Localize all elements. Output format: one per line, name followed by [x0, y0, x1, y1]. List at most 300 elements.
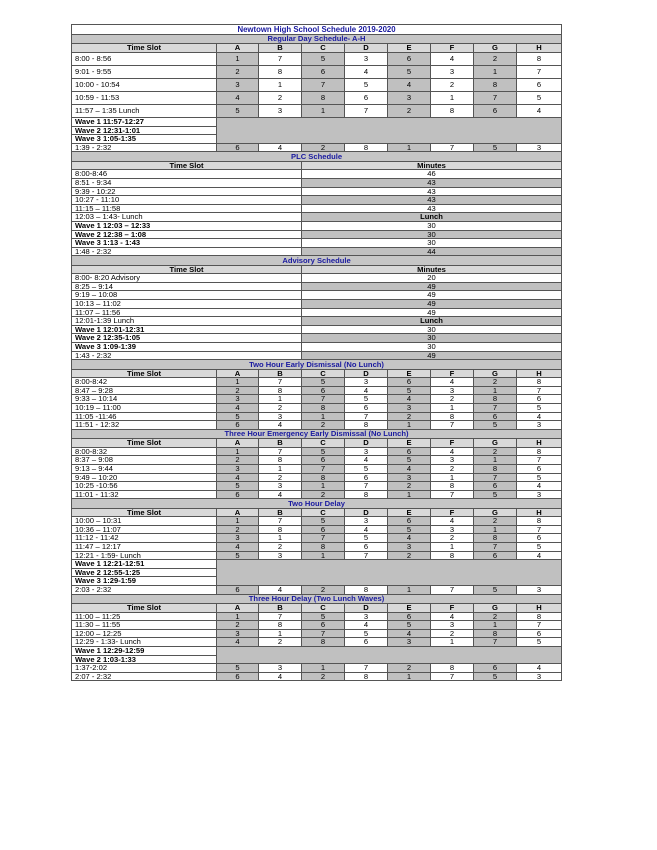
period-cell: 3: [345, 447, 388, 456]
table-row: [72, 204, 562, 213]
period-cell: 4: [388, 629, 431, 638]
period-cell: 6: [217, 586, 259, 595]
period-cell: 3: [388, 91, 431, 104]
wave-row: [72, 560, 562, 569]
table-row: [72, 351, 562, 360]
period-cell: 3: [517, 586, 562, 595]
period-cell: 8: [431, 551, 474, 560]
period-cell: 7: [345, 412, 388, 421]
period-cell: 4: [388, 395, 431, 404]
table-row: [72, 403, 562, 412]
period-cell: 5: [345, 464, 388, 473]
period-cell: 2: [431, 395, 474, 404]
period-cell: 4: [431, 378, 474, 387]
column-header: G: [474, 604, 517, 613]
period-cell: 5: [388, 621, 431, 630]
time-slot-cell: Wave 2 1:03-1:33: [72, 655, 217, 664]
table-row: [72, 672, 562, 681]
period-cell: 8: [517, 517, 562, 526]
period-cell: 2: [474, 378, 517, 387]
column-header: F: [431, 44, 474, 53]
table-row: [72, 291, 562, 300]
minutes-cell: 30: [302, 230, 562, 239]
column-header: F: [431, 439, 474, 448]
column-header-row: [72, 604, 562, 613]
period-cell: 3: [517, 672, 562, 681]
period-cell: 4: [517, 551, 562, 560]
period-cell: 2: [302, 421, 345, 430]
period-cell: 1: [302, 482, 345, 491]
period-cell: 4: [388, 464, 431, 473]
period-cell: 8: [302, 638, 345, 647]
time-slot-cell: 8:00-8:46: [72, 170, 302, 179]
section-title: Advisory Schedule: [72, 256, 562, 265]
period-cell: 2: [388, 104, 431, 117]
period-cell: 8: [259, 621, 302, 630]
period-cell: 4: [259, 490, 302, 499]
column-header-row: [72, 161, 562, 170]
minutes-cell: 20: [302, 274, 562, 283]
time-slot-cell: 11:00 – 11:25: [72, 612, 217, 621]
period-cell: 1: [431, 638, 474, 647]
period-cell: 6: [474, 104, 517, 117]
period-cell: 3: [431, 65, 474, 78]
time-slot-cell: 9:39 - 10:22: [72, 187, 302, 196]
period-cell: 1: [217, 517, 259, 526]
wave-blank-area: [217, 117, 562, 143]
column-header: E: [388, 508, 431, 517]
time-slot-header: Time Slot: [72, 508, 217, 517]
period-cell: 1: [259, 534, 302, 543]
minutes-header: Minutes: [302, 161, 562, 170]
period-cell: 5: [302, 52, 345, 65]
period-cell: 2: [388, 412, 431, 421]
period-cell: 7: [474, 638, 517, 647]
minutes-cell: 43: [302, 178, 562, 187]
column-header: B: [259, 508, 302, 517]
period-cell: 3: [431, 525, 474, 534]
column-header: C: [302, 439, 345, 448]
period-cell: 1: [259, 395, 302, 404]
period-cell: 3: [259, 551, 302, 560]
time-slot-header: Time Slot: [72, 44, 217, 53]
wave-row: [72, 117, 562, 126]
period-cell: 1: [302, 412, 345, 421]
period-cell: 1: [302, 104, 345, 117]
period-cell: 5: [217, 104, 259, 117]
period-cell: 7: [474, 91, 517, 104]
section-title: Two Hour Delay: [72, 499, 562, 508]
table-row: [72, 534, 562, 543]
period-cell: 7: [517, 456, 562, 465]
table-row: [72, 78, 562, 91]
period-cell: 7: [474, 473, 517, 482]
period-cell: 6: [345, 638, 388, 647]
period-cell: 2: [259, 543, 302, 552]
time-slot-cell: 8:25 – 9:14: [72, 282, 302, 291]
period-cell: 8: [517, 52, 562, 65]
wave-blank-area: [217, 560, 562, 586]
table-row: [72, 456, 562, 465]
period-cell: 4: [431, 447, 474, 456]
time-slot-cell: Wave 2 12:38 – 1:08: [72, 230, 302, 239]
period-cell: 2: [259, 403, 302, 412]
period-cell: 5: [217, 551, 259, 560]
period-cell: 7: [302, 395, 345, 404]
time-slot-cell: 11:01 - 11:32: [72, 490, 217, 499]
period-cell: 3: [217, 629, 259, 638]
period-cell: 8: [345, 586, 388, 595]
column-header: A: [217, 369, 259, 378]
time-slot-cell: Wave 1 12:01-12:31: [72, 325, 302, 334]
period-cell: 2: [217, 65, 259, 78]
column-header: A: [217, 439, 259, 448]
period-cell: 8: [517, 378, 562, 387]
period-cell: 2: [302, 490, 345, 499]
period-cell: 7: [259, 447, 302, 456]
period-cell: 1: [474, 386, 517, 395]
time-slot-cell: 10:27 - 11:10: [72, 196, 302, 205]
minutes-cell: 30: [302, 221, 562, 230]
minutes-cell: 30: [302, 239, 562, 248]
column-header: H: [517, 44, 562, 53]
period-cell: 6: [517, 395, 562, 404]
period-cell: 4: [217, 91, 259, 104]
table-row: [72, 421, 562, 430]
time-slot-cell: 11:12 - 11:42: [72, 534, 217, 543]
period-cell: 3: [517, 421, 562, 430]
time-slot-cell: 9:49 – 10:20: [72, 473, 217, 482]
period-cell: 2: [431, 78, 474, 91]
period-cell: 2: [259, 638, 302, 647]
column-header: B: [259, 439, 302, 448]
period-cell: 7: [302, 629, 345, 638]
period-cell: 6: [302, 525, 345, 534]
time-slot-cell: 11:47 – 12:17: [72, 543, 217, 552]
time-slot-cell: 11:51 - 12:32: [72, 421, 217, 430]
period-cell: 7: [345, 551, 388, 560]
period-cell: 5: [345, 78, 388, 91]
column-header: E: [388, 439, 431, 448]
table-row: [72, 490, 562, 499]
period-cell: 3: [345, 517, 388, 526]
table-row: [72, 317, 562, 326]
period-cell: 8: [474, 464, 517, 473]
period-cell: 6: [388, 378, 431, 387]
table-row: [72, 612, 562, 621]
period-cell: 6: [388, 517, 431, 526]
time-slot-cell: 8:00- 8:20 Advisory: [72, 274, 302, 283]
period-cell: 6: [517, 464, 562, 473]
column-header-row: [72, 265, 562, 274]
time-slot-cell: 9:01 - 9:55: [72, 65, 217, 78]
table-row: [72, 525, 562, 534]
time-slot-cell: 12:00 – 12:25: [72, 629, 217, 638]
column-header: D: [345, 439, 388, 448]
period-cell: 7: [431, 586, 474, 595]
wave-row: [72, 239, 562, 248]
period-cell: 4: [345, 525, 388, 534]
minutes-cell: 49: [302, 300, 562, 309]
section-title-row: [72, 256, 562, 265]
period-cell: 3: [259, 664, 302, 673]
time-slot-cell: Wave 2 12:31-1:01: [72, 126, 217, 135]
table-row: [72, 187, 562, 196]
time-slot-cell: 8:37 – 9:08: [72, 456, 217, 465]
period-cell: 6: [474, 482, 517, 491]
period-cell: 6: [474, 412, 517, 421]
period-cell: 1: [259, 629, 302, 638]
period-cell: 2: [431, 534, 474, 543]
period-cell: 5: [217, 664, 259, 673]
period-cell: 1: [217, 378, 259, 387]
time-slot-cell: Wave 3 1:09-1:39: [72, 343, 302, 352]
period-cell: 6: [345, 403, 388, 412]
period-cell: 1: [431, 403, 474, 412]
table-row: [72, 664, 562, 673]
time-slot-cell: 11:30 – 11:55: [72, 621, 217, 630]
period-cell: 4: [217, 543, 259, 552]
period-cell: 2: [302, 143, 345, 152]
period-cell: 4: [388, 534, 431, 543]
time-slot-cell: Wave 3 1:29-1:59: [72, 577, 217, 586]
column-header: B: [259, 604, 302, 613]
period-cell: 8: [259, 386, 302, 395]
period-cell: 6: [217, 143, 259, 152]
period-cell: 7: [474, 543, 517, 552]
section-title-row: [72, 429, 562, 438]
table-row: [72, 247, 562, 256]
period-cell: 2: [302, 672, 345, 681]
time-slot-cell: 10:00 - 10:54: [72, 78, 217, 91]
period-cell: 8: [259, 525, 302, 534]
table-row: [72, 170, 562, 179]
period-cell: 5: [388, 525, 431, 534]
period-cell: 3: [217, 395, 259, 404]
column-header: G: [474, 369, 517, 378]
wave-row: [72, 230, 562, 239]
period-cell: 6: [388, 612, 431, 621]
column-header: E: [388, 369, 431, 378]
wave-row: [72, 334, 562, 343]
table-row: [72, 274, 562, 283]
period-cell: 8: [474, 395, 517, 404]
period-cell: 1: [474, 525, 517, 534]
period-cell: 3: [345, 378, 388, 387]
minutes-cell: 43: [302, 204, 562, 213]
period-cell: 5: [517, 91, 562, 104]
period-cell: 5: [517, 473, 562, 482]
column-header: H: [517, 439, 562, 448]
period-cell: 7: [431, 672, 474, 681]
section-title: Three Hour Delay (Two Lunch Waves): [72, 594, 562, 603]
period-cell: 1: [431, 91, 474, 104]
period-cell: 6: [217, 490, 259, 499]
period-cell: 2: [217, 456, 259, 465]
page-title: Newtown High School Schedule 2019-2020: [72, 25, 562, 35]
table-row: [72, 464, 562, 473]
column-header: C: [302, 508, 345, 517]
time-slot-cell: 8:51 - 9:34: [72, 178, 302, 187]
period-cell: 4: [259, 586, 302, 595]
table-row: [72, 517, 562, 526]
column-header: E: [388, 604, 431, 613]
schedule-table: [71, 24, 562, 681]
section-title: Two Hour Early Dismissal (No Lunch): [72, 360, 562, 369]
time-slot-cell: 1:37-2:02: [72, 664, 217, 673]
period-cell: 3: [431, 386, 474, 395]
table-row: [72, 586, 562, 595]
section-title-row: [72, 152, 562, 161]
minutes-cell: 43: [302, 187, 562, 196]
period-cell: 8: [302, 403, 345, 412]
period-cell: 4: [345, 621, 388, 630]
period-cell: 7: [345, 482, 388, 491]
minutes-cell: 30: [302, 325, 562, 334]
table-row: [72, 196, 562, 205]
period-cell: 4: [517, 664, 562, 673]
period-cell: 7: [431, 421, 474, 430]
period-cell: 4: [431, 517, 474, 526]
period-cell: 8: [345, 421, 388, 430]
period-cell: 4: [217, 473, 259, 482]
period-cell: 5: [345, 534, 388, 543]
time-slot-cell: Wave 3 1:05-1:35: [72, 135, 217, 144]
time-slot-cell: 10:36 – 11:07: [72, 525, 217, 534]
time-slot-cell: 10:00 – 10:31: [72, 517, 217, 526]
period-cell: 1: [217, 52, 259, 65]
period-cell: 7: [259, 52, 302, 65]
period-cell: 3: [388, 473, 431, 482]
table-row: [72, 143, 562, 152]
period-cell: 6: [345, 543, 388, 552]
time-slot-cell: 10:59 - 11:53: [72, 91, 217, 104]
table-row: [72, 104, 562, 117]
period-cell: 6: [345, 473, 388, 482]
period-cell: 8: [302, 91, 345, 104]
period-cell: 8: [259, 456, 302, 465]
period-cell: 5: [388, 386, 431, 395]
period-cell: 5: [302, 612, 345, 621]
period-cell: 8: [302, 473, 345, 482]
period-cell: 1: [217, 447, 259, 456]
column-header: A: [217, 604, 259, 613]
period-cell: 8: [431, 482, 474, 491]
period-cell: 5: [217, 412, 259, 421]
column-header: E: [388, 44, 431, 53]
period-cell: 7: [259, 612, 302, 621]
period-cell: 8: [517, 612, 562, 621]
period-cell: 2: [388, 664, 431, 673]
time-slot-cell: 8:00 - 8:56: [72, 52, 217, 65]
period-cell: 4: [517, 482, 562, 491]
column-header: A: [217, 44, 259, 53]
time-slot-header: Time Slot: [72, 369, 217, 378]
period-cell: 7: [302, 464, 345, 473]
period-cell: 6: [217, 421, 259, 430]
period-cell: 2: [217, 386, 259, 395]
period-cell: 5: [474, 490, 517, 499]
period-cell: 4: [431, 612, 474, 621]
time-slot-cell: 10:19 – 11:00: [72, 403, 217, 412]
minutes-cell: 44: [302, 247, 562, 256]
period-cell: 8: [259, 65, 302, 78]
time-slot-cell: 12:29 - 1:33- Lunch: [72, 638, 217, 647]
column-header: F: [431, 604, 474, 613]
minutes-cell: 49: [302, 282, 562, 291]
time-slot-cell: 10:13 – 11:02: [72, 300, 302, 309]
section-title-row: [72, 499, 562, 508]
table-row: [72, 386, 562, 395]
table-row: [72, 395, 562, 404]
period-cell: 7: [474, 403, 517, 412]
column-header: B: [259, 369, 302, 378]
period-cell: 2: [431, 629, 474, 638]
period-cell: 2: [474, 447, 517, 456]
table-row: [72, 378, 562, 387]
period-cell: 5: [345, 395, 388, 404]
period-cell: 7: [517, 65, 562, 78]
time-slot-cell: 1:48 - 2:32: [72, 247, 302, 256]
table-row: [72, 638, 562, 647]
period-cell: 6: [345, 91, 388, 104]
period-cell: 7: [259, 378, 302, 387]
period-cell: 5: [474, 421, 517, 430]
time-slot-cell: Wave 1 12:29-12:59: [72, 646, 217, 655]
table-row: [72, 213, 562, 222]
time-slot-cell: Wave 1 12:21-12:51: [72, 560, 217, 569]
column-header-row: [72, 439, 562, 448]
period-cell: 6: [302, 386, 345, 395]
period-cell: 7: [431, 143, 474, 152]
period-cell: 6: [388, 447, 431, 456]
minutes-cell: 30: [302, 343, 562, 352]
minutes-cell: 49: [302, 351, 562, 360]
period-cell: 1: [431, 473, 474, 482]
time-slot-cell: 8:00-8:42: [72, 378, 217, 387]
period-cell: 6: [517, 534, 562, 543]
column-header-row: [72, 508, 562, 517]
period-cell: 5: [517, 543, 562, 552]
period-cell: 4: [217, 638, 259, 647]
time-slot-cell: 10:25 -10:56: [72, 482, 217, 491]
period-cell: 3: [517, 143, 562, 152]
minutes-cell: 49: [302, 308, 562, 317]
period-cell: 2: [474, 612, 517, 621]
schedule-body: [72, 25, 562, 681]
section-title: PLC Schedule: [72, 152, 562, 161]
period-cell: 3: [217, 534, 259, 543]
period-cell: 5: [388, 456, 431, 465]
time-slot-header: Time Slot: [72, 161, 302, 170]
column-header: D: [345, 44, 388, 53]
column-header: C: [302, 44, 345, 53]
table-row: [72, 52, 562, 65]
table-row: [72, 91, 562, 104]
period-cell: 3: [517, 490, 562, 499]
period-cell: 6: [302, 621, 345, 630]
column-header: D: [345, 604, 388, 613]
time-slot-cell: 8:47 – 9:28: [72, 386, 217, 395]
time-slot-cell: Wave 3 1:13 - 1:43: [72, 239, 302, 248]
column-header: H: [517, 369, 562, 378]
column-header: D: [345, 369, 388, 378]
time-slot-cell: 2:07 - 2:32: [72, 672, 217, 681]
period-cell: 5: [302, 378, 345, 387]
time-slot-cell: 2:03 - 2:32: [72, 586, 217, 595]
period-cell: 6: [474, 664, 517, 673]
period-cell: 7: [517, 621, 562, 630]
